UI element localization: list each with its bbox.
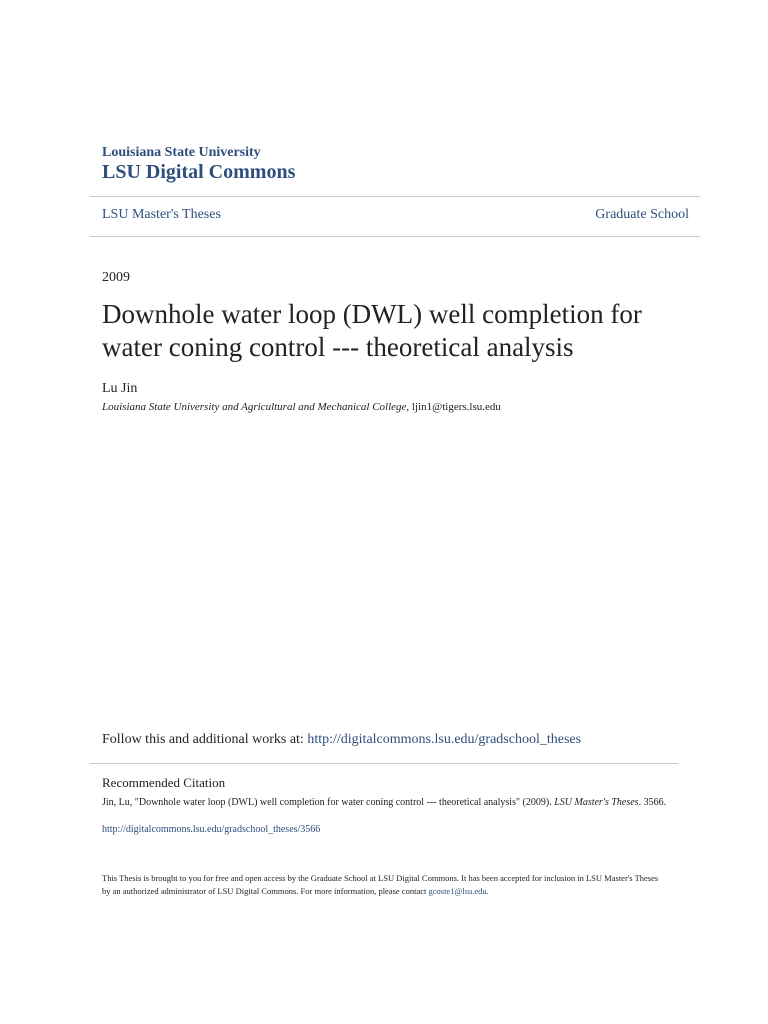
repository-name[interactable]: LSU Digital Commons [102,161,296,183]
citation-series: LSU Master's Theses [554,797,639,808]
publication-year: 2009 [102,270,130,285]
divider-top [90,196,700,197]
citation-text [102,796,672,809]
follow-link[interactable]: http://digitalcommons.lsu.edu/gradschool_theses [307,732,582,747]
citation-body: Jin, Lu, "Downhole water loop (DWL) well completion for water coning control --- theoretical analysis" (2009). [102,797,555,808]
author-name: Lu Jin [102,381,138,396]
access-notice [102,872,662,898]
series-link[interactable]: LSU Master's Theses [102,207,221,222]
contact-email-link[interactable]: gcoste1@lsu.edu [428,886,487,896]
follow-line [102,732,581,748]
divider-header [90,236,700,237]
divider-citation [90,763,678,764]
citation-number: . 3566. [638,797,667,808]
citation-heading: Recommended Citation [102,775,226,790]
university-name: Louisiana State University [102,145,261,160]
institution: Louisiana State University and Agricultural and Mechanical College [102,401,407,413]
follow-label: Follow this and additional works at: [102,732,308,747]
graduate-school-link[interactable]: Graduate School [595,207,689,222]
notice-end: . [486,886,489,896]
thesis-title: Downhole water loop (DWL) well completion for water coning control --- theoretical analysis [102,299,642,362]
author-email: , ljin1@tigers.lsu.edu [406,401,501,413]
citation-link[interactable]: http://digitalcommons.lsu.edu/gradschool_theses/3566 [102,824,321,835]
author-affiliation [102,401,501,413]
notice-text: This Thesis is brought to you for free and open access by the Graduate School at LSU Digital Commons. It has been accepted for inclusion in LSU Master's Theses by an authorized administrator of LSU Digital Commons. For more information, please contact [102,873,659,896]
